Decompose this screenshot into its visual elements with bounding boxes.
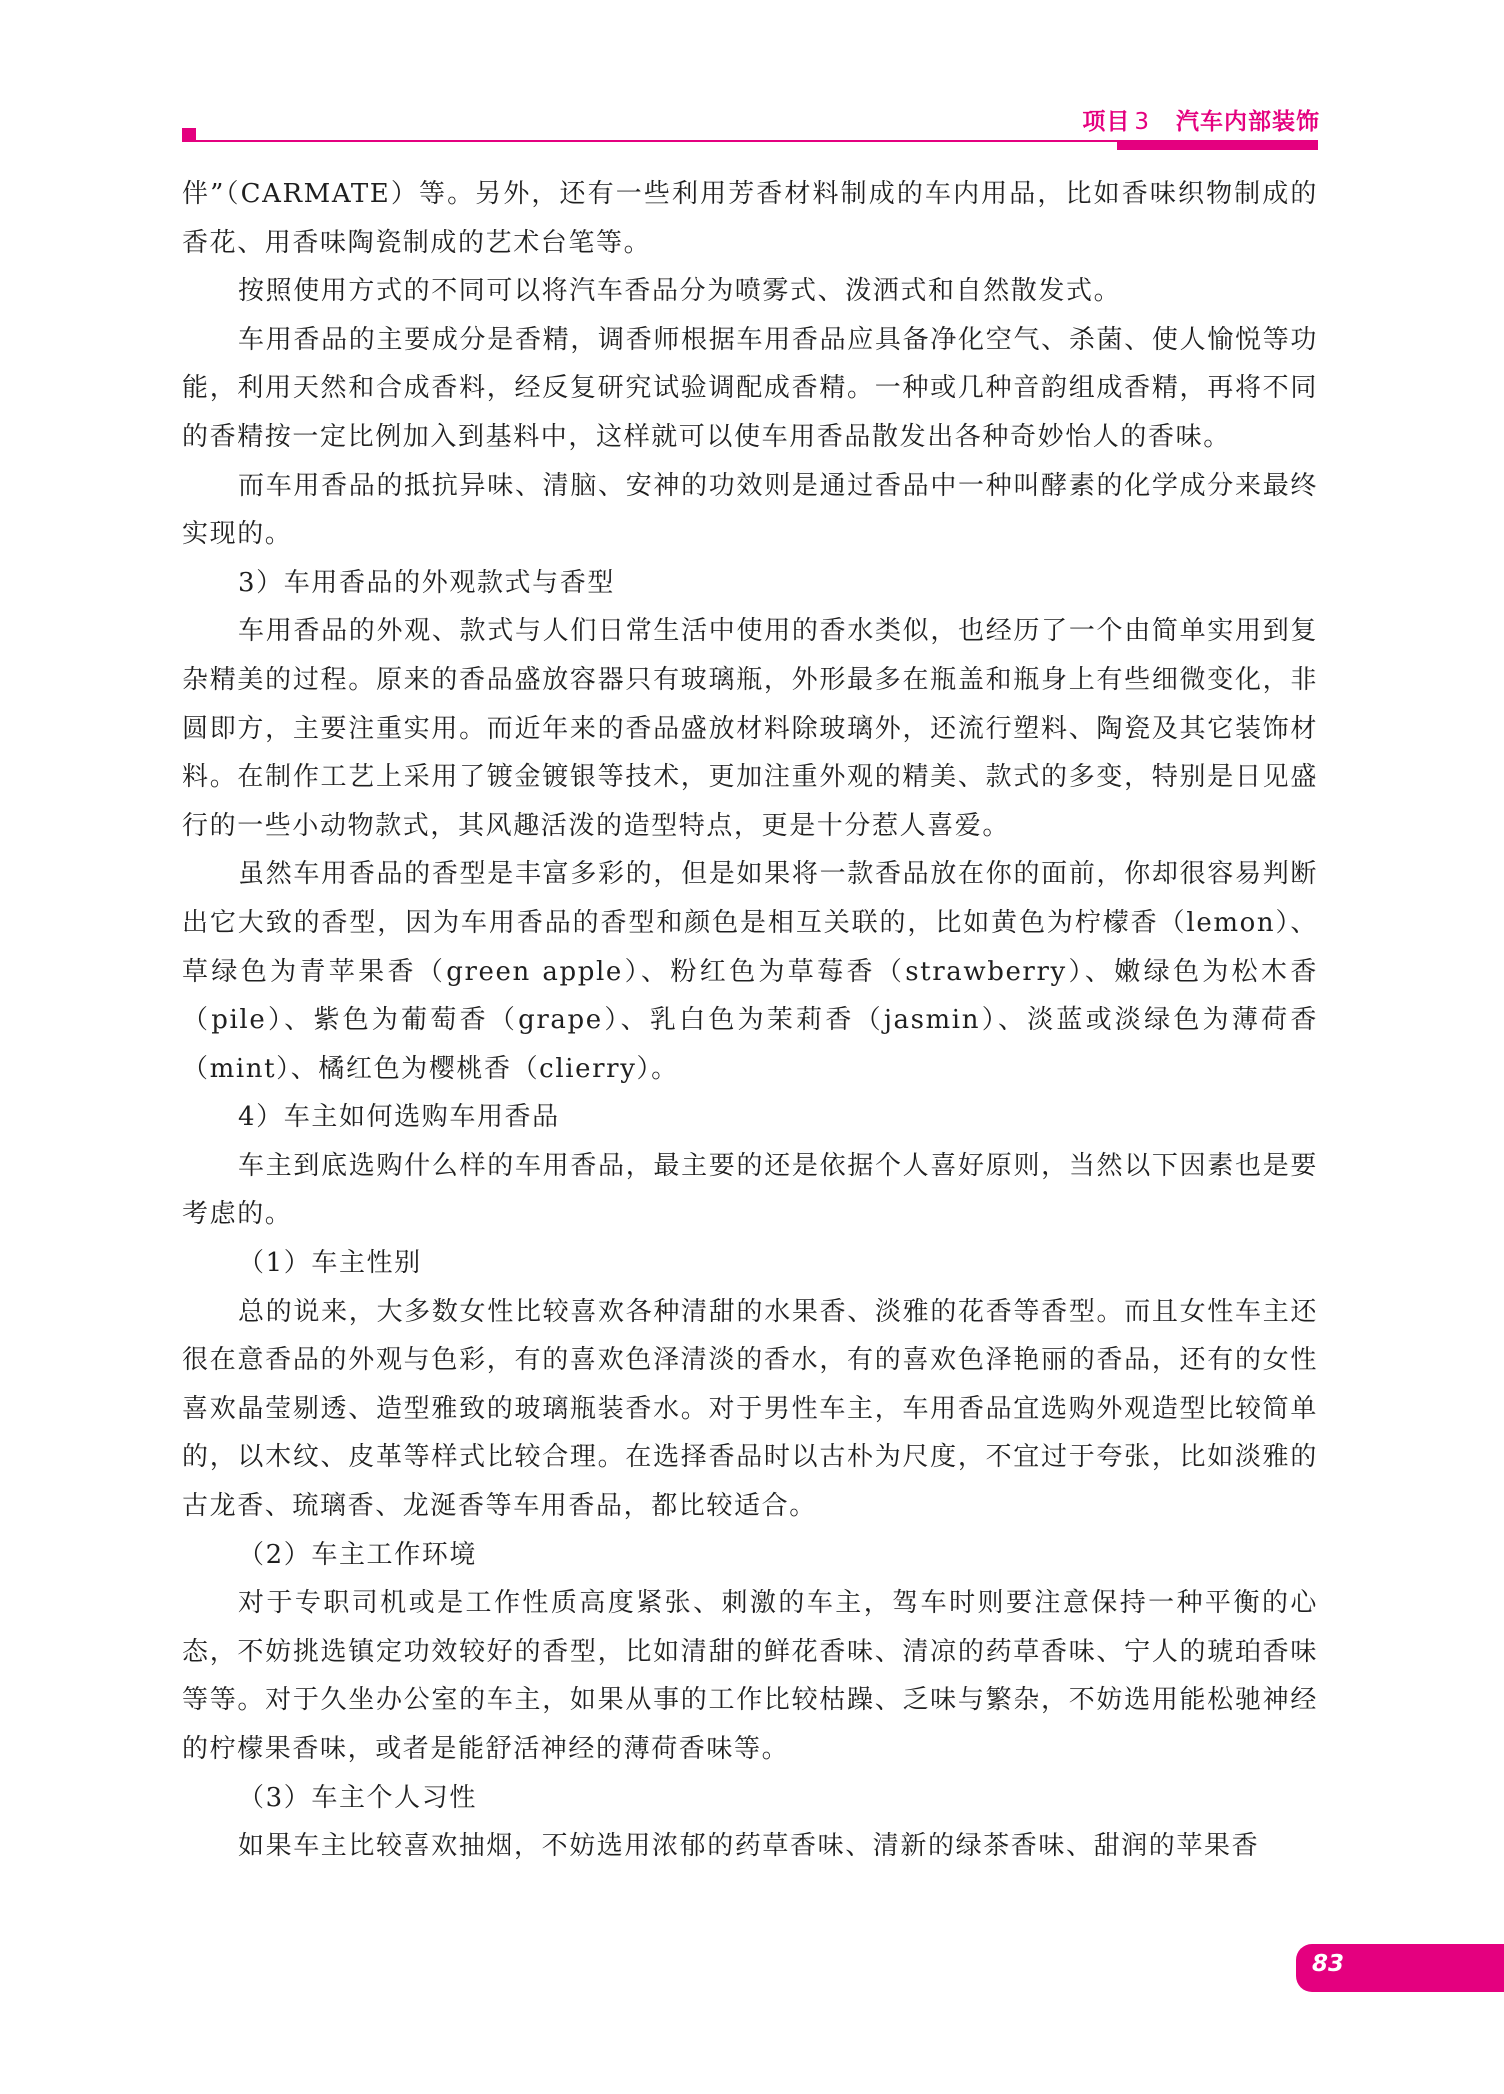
subsection-heading: （1）车主性别	[238, 1248, 422, 1279]
paragraph: 车用香品的主要成分是香精，调香师根据车用香品应具备净化空气、杀菌、使人愉悦等功能，利用天然和合成香料，经反复研究试验调配成香精。一种或几种音韵组成香精，再将不同的香精按一定比例加入到基料中，这样就可以使车用香品散发出各种奇妙怡人的香味。	[182, 324, 1318, 452]
paragraph: 车用香品的外观、款式与人们日常生活中使用的香水类似，也经历了一个由简单实用到复杂精美的过程。原来的香品盛放容器只有玻璃瓶，外形最多在瓶盖和瓶身上有些细微变化，非圆即方，主要注重实用。而近年来的香品盛放材料除玻璃外，还流行塑料、陶瓷及其它装饰材料。在制作工艺上采用了镀金镀银等技术，更加注重外观的精美、款式的多变，特别是日见盛行的一些小动物款式，其风趣活泼的造型特点，更是十分惹人喜爱。	[182, 616, 1318, 841]
paragraph: 总的说来，大多数女性比较喜欢各种清甜的水果香、淡雅的花香等香型。而且女性车主还很在意香品的外观与色彩，有的喜欢色泽清淡的香水，有的喜欢色泽艳丽的香品，还有的女性喜欢晶莹剔透、造型雅致的玻璃瓶装香水。对于男性车主，车用香品宜选购外观造型比较简单的，以木纹、皮革等样式比较合理。在选择香品时以古朴为尺度，不宜过于夸张，比如淡雅的古龙香、琉璃香、龙涎香等车用香品，都比较适合。	[182, 1296, 1318, 1522]
paragraph: 而车用香品的抵抗异味、清脑、安神的功效则是通过香品中一种叫酵素的化学成分来最终实现的。	[182, 470, 1318, 550]
section-heading: 3）车用香品的外观款式与香型	[238, 567, 615, 598]
continuation-paragraph: 伴”（CARMATE）等。另外，还有一些利用芳香材料制成的车内用品，比如香味织物制成的香花、用香味陶瓷制成的艺术台笔等。	[182, 179, 1318, 258]
paragraph: 虽然车用香品的香型是丰富多彩的，但是如果将一款香品放在你的面前，你却很容易判断出它大致的香型，因为车用香品的香型和颜色是相互关联的，比如黄色为柠檬香（lemon）、草绿色为青苹果香（green apple）、粉红色为草莓香（strawberry）、嫩绿色为松木香（pile）、紫色为葡萄香（grape）、乳白色为茉莉香（jasmin）、淡蓝或淡绿色为薄荷香（mint）、橘红色为樱桃香（clierry）。	[182, 859, 1318, 1084]
chapter-title: 汽车内部装饰	[1176, 109, 1320, 135]
page-number: 83	[1312, 1951, 1345, 1977]
project-number: 3	[1134, 109, 1150, 135]
paragraph: 按照使用方式的不同可以将汽车香品分为喷雾式、泼洒式和自然散发式。	[238, 276, 1122, 307]
header-accent-bar	[1117, 142, 1318, 150]
page-body	[182, 170, 1318, 1871]
running-header	[1082, 103, 1320, 136]
subsection-heading: （3）车主个人习性	[238, 1782, 477, 1813]
project-label: 项目	[1082, 109, 1131, 135]
paragraph: 对于专职司机或是工作性质高度紧张、刺激的车主，驾车时则要注意保持一种平衡的心态，不妨挑选镇定功效较好的香型，比如清甜的鲜花香味、清凉的药草香味、宁人的琥珀香味等等。对于久坐办公室的车主，如果从事的工作比较枯躁、乏味与繁杂，不妨选用能松驰神经的柠檬果香味，或者是能舒活神经的薄荷香味等。	[182, 1588, 1318, 1764]
section-heading: 4）车主如何选购车用香品	[238, 1102, 560, 1133]
paragraph: 车主到底选购什么样的车用香品，最主要的还是依据个人喜好原则，当然以下因素也是要考虑的。	[182, 1150, 1318, 1230]
paragraph: 如果车主比较喜欢抽烟，不妨选用浓郁的药草香味、清新的绿茶香味、甜润的苹果香	[238, 1831, 1260, 1862]
subsection-heading: （2）车主工作环境	[238, 1539, 477, 1570]
